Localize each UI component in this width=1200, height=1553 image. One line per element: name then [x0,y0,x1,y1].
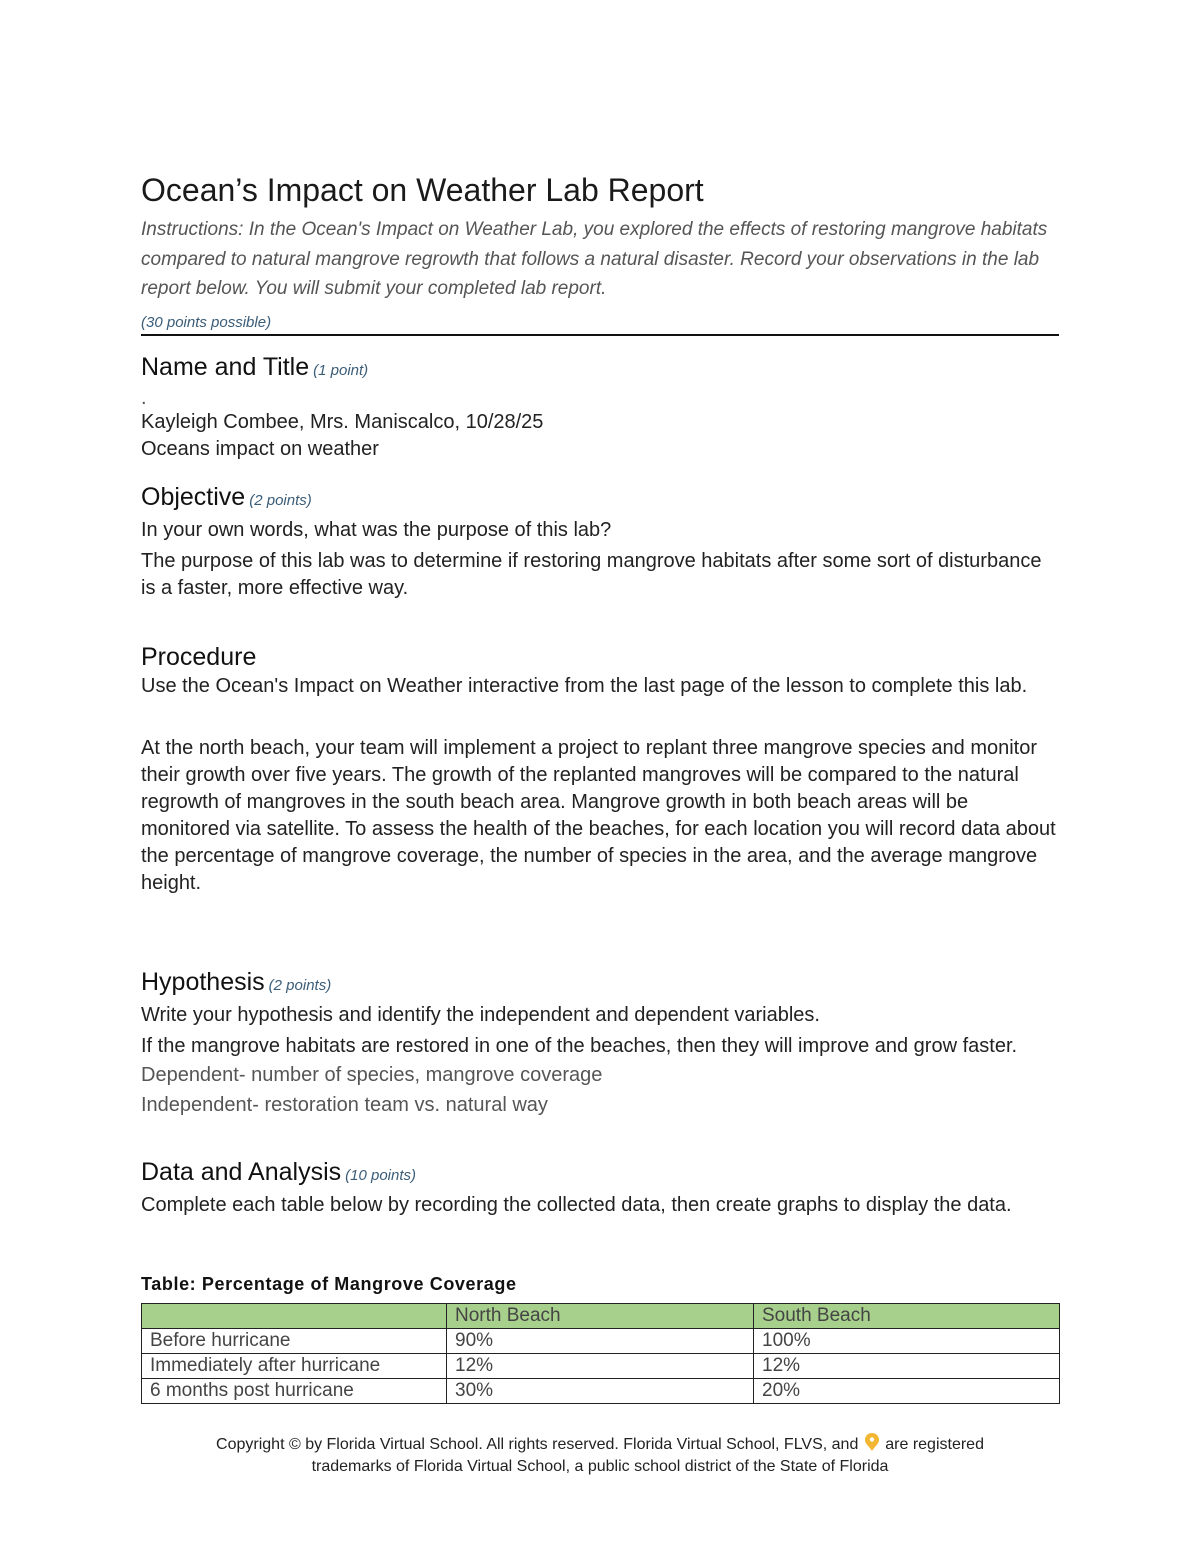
procedure-paragraph-2: At the north beach, your team will implement a project to replant three mangrove species and monitor their growth over five years. The growth of the replanted mangroves will be compared to the natural regrowth of mangroves in the south beach area. Mangrove growth in both beach areas will be monitored via satellite. To assess the health of the beaches, for each location you will record data about the percentage of mangrove coverage, the number of species in the area, and the average mangrove height. [141,737,1056,894]
procedure-paragraph-1: Use the Ocean's Impact on Weather interactive from the last page of the lesson to complete this lab. [141,675,1028,697]
hypothesis-heading-text: Hypothesis [141,968,265,996]
hypothesis-independent: Independent- restoration team vs. natural way [141,1094,548,1116]
table-cell: 90% [447,1329,754,1354]
flvs-logo-icon [865,1433,879,1451]
table-cell: 20% [754,1379,1060,1404]
data-analysis-points: (10 points) [345,1167,416,1184]
name-title-heading [141,351,1059,387]
mangrove-coverage-table [141,1303,1060,1404]
name-title-line-2: Oceans impact on weather [141,438,379,460]
document-title: Ocean’s Impact on Weather Lab Report [141,172,704,208]
name-title-points: (1 point) [313,362,369,379]
footer-line-1-start: Copyright © by Florida Virtual School. All rights reserved. Florida Virtual School, FLVS, and [216,1436,859,1453]
name-title-section [141,351,1059,463]
footer-line-1-end: are registered [885,1436,984,1453]
table-caption: Table: Percentage of Mangrove Coverage [141,1274,517,1294]
table-header-cell: South Beach [754,1304,1060,1329]
table-row [142,1379,1060,1404]
data-analysis-section [141,1156,1059,1219]
table-cell: Before hurricane [142,1329,447,1354]
footer-line-1 [0,1433,1200,1456]
points-possible: (30 points possible) [141,314,1059,336]
hypothesis-section [141,966,1059,1119]
hypothesis-answer: If the mangrove habitats are restored in one of the beaches, then they will improve and grow faster. [141,1035,1018,1057]
table-cell: 12% [754,1354,1060,1379]
procedure-section [141,641,1059,897]
name-title-dot: . [141,387,147,409]
procedure-heading: Procedure [141,643,257,671]
table-cell: 12% [447,1354,754,1379]
objective-heading-text: Objective [141,483,246,511]
instructions-text: Instructions: In the Ocean's Impact on Weather Lab, you explored the effects of restoring mangrove habitats compared to natural mangrove regrowth that follows a natural disaster. Record your observations in the lab report below. You will submit your completed lab report. [141,219,1048,299]
name-title-heading-text: Name and Title [141,353,310,381]
data-analysis-prompt: Complete each table below by recording the collected data, then create graphs to display the data. [141,1194,1012,1216]
objective-heading [141,481,1059,517]
hypothesis-prompt: Write your hypothesis and identify the independent and dependent variables. [141,1004,820,1026]
table-cell: Immediately after hurricane [142,1354,447,1379]
objective-prompt: In your own words, what was the purpose of this lab? [141,519,612,541]
data-analysis-heading-text: Data and Analysis [141,1158,342,1186]
name-title-line-1: Kayleigh Combee, Mrs. Maniscalco, 10/28/25 [141,411,544,433]
table-row [142,1329,1060,1354]
table-header-cell [142,1304,447,1329]
table-header-row [142,1304,1060,1329]
objective-section [141,481,1059,602]
table-cell: 6 months post hurricane [142,1379,447,1404]
hypothesis-heading [141,966,1059,1002]
objective-answer: The purpose of this lab was to determine if restoring mangrove habitats after some sort of disturbance is a faster, more effective way. [141,550,1042,599]
table-row [142,1354,1060,1379]
hypothesis-points: (2 points) [268,977,332,994]
hypothesis-dependent: Dependent- number of species, mangrove coverage [141,1064,603,1086]
data-analysis-heading [141,1156,1059,1192]
footer-line-2: trademarks of Florida Virtual School, a public school district of the State of Florida [311,1458,889,1475]
copyright-footer [0,1433,1200,1478]
table-header-cell: North Beach [447,1304,754,1329]
table-cell: 30% [447,1379,754,1404]
objective-points: (2 points) [249,492,312,509]
table-cell: 100% [754,1329,1060,1354]
